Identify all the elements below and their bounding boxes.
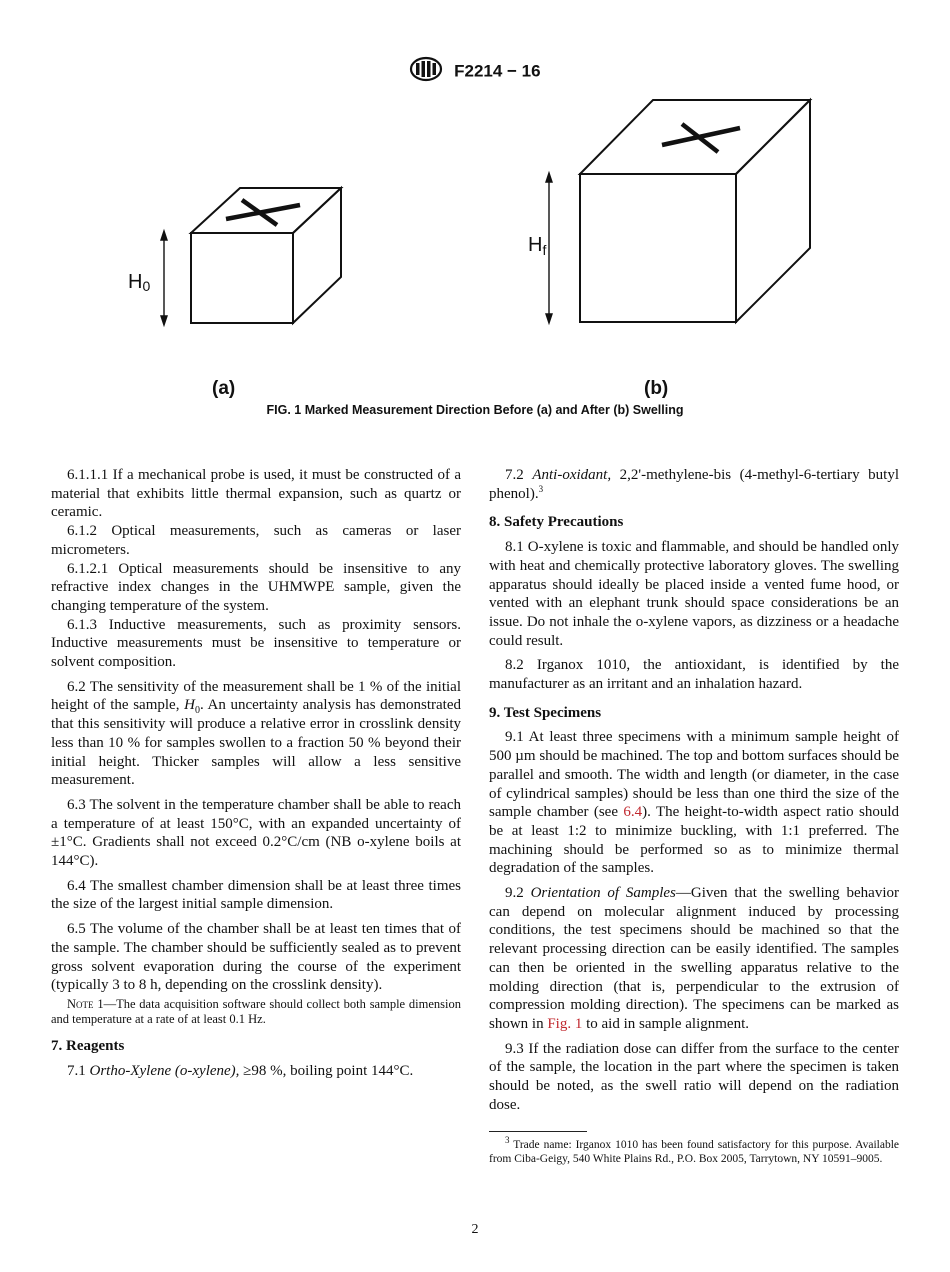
para-6-1-3: 6.1.3 Inductive measurements, such as proximity sensors. Inductive measurements must be insensitive to temperature or solvent composition. xyxy=(51,616,461,671)
para-6-5: 6.5 The volume of the chamber shall be at least ten times that of the sample. The chamber should be sufficiently sealed as to prevent gross solvent evaporation during the course of the experiment (typically 3 to 8 h, depending on the crosslink density). xyxy=(51,921,461,994)
astm-logo-icon xyxy=(409,56,443,87)
para-6-3: 6.3 The solvent in the temperature chamber shall be able to reach a temperature of at least 150°C, with an expanded uncertainty of ±1°C. Gradients shall not exceed 0.2°C/cm (NB o-xylene boils at 144°C). xyxy=(51,796,461,870)
para-8-1: 8.1 O-xylene is toxic and flammable, and should be handled only with heat and chemically protective laboratory gloves. The swelling apparatus should ideally be placed inside a vented fume hood, or vented with an elephant trunk should space considerations be an issue. Do not inhale the o-xylene vapors, as dizziness or a headache could result. xyxy=(489,539,899,649)
para-9-1: 9.1 At least three specimens with a minimum sample height of 500 µm should be machined. The top and bottom surfaces should be parallel and smooth. The width and length (or diameter, in the case of cylindrical samples) should be less than one third the size of the sample chamber (see 6.4). The height-to-width aspect ratio should be at least 1:2 to minimize buckling, with 1:1 preferred. The machining should be performed so as to minimize thermal degradation of the samples. xyxy=(489,729,899,877)
page-header xyxy=(0,56,950,87)
para-6-1-1-1: 6.1.1.1 If a mechanical probe is used, it must be constructed of a material that exhibits little thermal expansion, such as quartz or ceramic. xyxy=(51,467,461,521)
para-7-1: 7.1 Ortho-Xylene (o-xylene), ≥98 %, boiling point 144°C. xyxy=(67,1062,414,1079)
label-a: (a) xyxy=(212,378,236,399)
para-9-3: 9.3 If the radiation dose can differ from the surface to the center of the sample, the location in the part where the specimen is taken should be noted, as the swell ratio will depend on the radiation dose. xyxy=(489,1040,899,1113)
section-8-heading: 8. Safety Precautions xyxy=(489,514,624,531)
note-1: Note 1—The data acquisition software should collect both sample dimension and temperature at a rate of at least 0.1 Hz. xyxy=(51,996,461,1026)
height-arrow-b xyxy=(546,173,552,323)
para-6-1-2: 6.1.2 Optical measurements, such as cameras or laser micrometers. xyxy=(51,523,461,558)
para-7-2: 7.2 Anti-oxidant, 2,2'-methylene-bis (4-methyl-6-tertiary butyl phenol).$^3$ xyxy=(489,467,899,502)
para-9-2: 9.2 Orientation of Samples—Given that the swelling behavior can depend on molecular alignment induced by processing conditions, the test specimens should be machined so that the relevant processing direction can be easily identified. The samples can then be oriented in the swelling apparatus relative to the molding direction (that is, perpendicular to the extrusion of compression molding direction). The specimens can be marked as shown in Fig. 1 to aid in sample alignment. xyxy=(489,885,899,1032)
left-column xyxy=(51,466,461,1086)
height-label-b: $H_f$ xyxy=(528,234,547,258)
right-column xyxy=(489,466,899,1167)
section-7-heading: 7. Reagents xyxy=(51,1037,125,1054)
height-arrow-a xyxy=(161,231,167,325)
mark-x-b xyxy=(662,124,740,152)
footnote-3: $^3$ Trade name: Irganox 1010 has been found satisfactory for this purpose. Available from Ciba-Geigy, 540 White Plains Rd., P.O. Box 2005, Tarrytown, NY 10591–9005. xyxy=(489,1134,899,1165)
height-label-a: H0 xyxy=(128,271,151,294)
figure-caption: FIG. 1 Marked Measurement Direction Before (a) and After (b) Swelling xyxy=(266,403,684,417)
figure-1 xyxy=(0,90,950,400)
link-fig-1[interactable]: Fig. 1 xyxy=(547,1015,583,1032)
para-6-4: 6.4 The smallest chamber dimension shall be at least three times the size of the largest initial sample dimension. xyxy=(51,877,461,913)
para-6-1-2-1: 6.1.2.1 Optical measurements should be insensitive to any refractive index changes in the UHMWPE sample, given the changing temperature of the system. xyxy=(51,560,461,614)
para-6-2: 6.2 The sensitivity of the measurement shall be 1 % of the initial height of the sample, $H_0$. An uncertainty analysis has demonstrated that this sensitivity will produce a relative error in crosslink density less than 10 % for samples swollen to a fraction 50 % beyond their initial height. Thicker samples will allow a less sensitive measurement. xyxy=(51,678,461,789)
standard-code: F2214 − 16 xyxy=(454,61,541,81)
link-6-4[interactable]: 6.4 xyxy=(623,804,643,821)
para-8-2: 8.2 Irganox 1010, the antioxidant, is identified by the manufacturer as an irritant and an inhalation hazard. xyxy=(489,657,899,693)
mark-x-a xyxy=(226,200,300,225)
section-9-heading: 9. Test Specimens xyxy=(489,704,602,721)
footnote-divider xyxy=(489,1131,587,1132)
page-number: 2 xyxy=(471,1222,479,1237)
label-b: (b) xyxy=(644,378,669,399)
cube-a xyxy=(191,188,341,323)
